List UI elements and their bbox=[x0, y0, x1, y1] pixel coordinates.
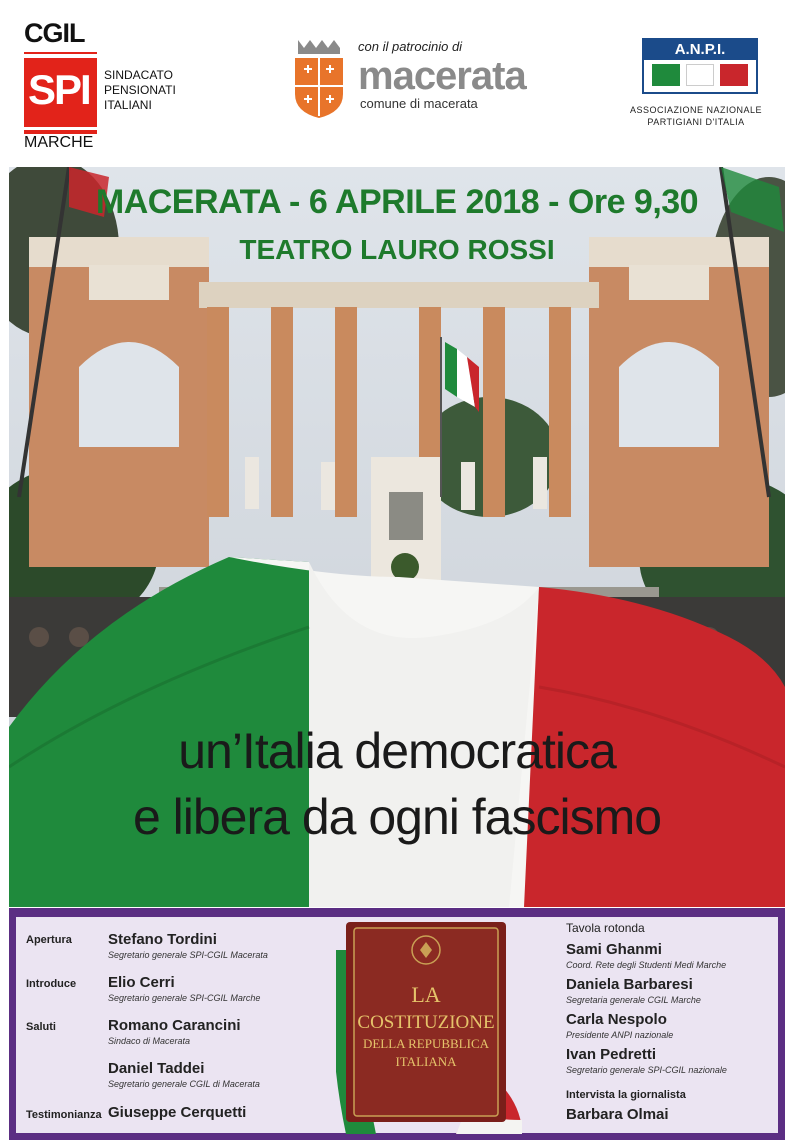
speaker-title: Segretario generale SPI-CGIL Marche bbox=[108, 993, 261, 1003]
headline-line-1: un’Italia democratica bbox=[178, 723, 616, 779]
speaker-name: Stefano Tordini bbox=[108, 931, 217, 948]
headline-line-2: e libera da ogni fascismo bbox=[132, 789, 662, 845]
speaker-name: Daniel Taddei bbox=[108, 1060, 205, 1077]
role-saluti: Saluti bbox=[26, 1021, 56, 1033]
anpi-acronym: A.N.P.I. bbox=[644, 40, 756, 60]
anpi-logo bbox=[616, 38, 776, 134]
speaker-title: Segretario generale CGIL di Macerata bbox=[108, 1079, 260, 1089]
comune-subtitle: comune di macerata bbox=[360, 96, 478, 111]
panelist-name: Ivan Pedretti bbox=[566, 1046, 657, 1063]
panelist-name: Carla Nespolo bbox=[566, 1011, 667, 1028]
panelist-title: Coord. Rete degli Studenti Medi Marche bbox=[566, 960, 727, 970]
speaker-name: Giuseppe Cerquetti bbox=[108, 1104, 247, 1121]
macerata-wordmark: macerata bbox=[358, 54, 526, 98]
round-table-label: Tavola rotonda bbox=[566, 921, 645, 935]
panelist-name: Sami Ghanmi bbox=[566, 941, 662, 958]
anpi-full-name: ASSOCIAZIONE NAZIONALE PARTIGIANI D'ITALIA bbox=[629, 105, 763, 127]
event-date-time: MACERATA - 6 APRILE 2018 - Ore 9,30 bbox=[95, 183, 699, 221]
cgil-wordmark: CGIL bbox=[24, 18, 85, 48]
spi-red-box bbox=[24, 52, 97, 134]
speaker-title: Sindaco di Macerata bbox=[108, 1036, 191, 1046]
spi-full-name: SINDACATO PENSIONATI ITALIANI bbox=[104, 68, 176, 112]
patronage-intro: con il patrocinio di bbox=[358, 39, 463, 54]
speaker-name: Romano Carancini bbox=[108, 1017, 241, 1034]
spi-region: MARCHE bbox=[24, 134, 94, 151]
panelist-title: Segretaria generale CGIL Marche bbox=[566, 995, 701, 1005]
spi-wordmark: SPI bbox=[28, 66, 90, 113]
speaker-title: Segretario generale SPI-CGIL Macerata bbox=[108, 950, 268, 960]
headline bbox=[9, 718, 785, 850]
macerata-crest-icon bbox=[292, 38, 346, 120]
event-venue: TEATRO LAURO ROSSI bbox=[239, 234, 555, 265]
constitution-book-icon bbox=[336, 920, 522, 1134]
anpi-flag-icon bbox=[642, 38, 758, 94]
interviewer-label: Intervista la giornalista bbox=[566, 1089, 686, 1101]
interviewer-name: Barbara Olmai bbox=[566, 1106, 669, 1123]
speaker-name: Elio Cerri bbox=[108, 974, 175, 991]
role-apertura: Apertura bbox=[26, 934, 72, 946]
book-title-italiana: ITALIANA bbox=[395, 1054, 457, 1069]
book-title-la: LA bbox=[411, 982, 441, 1007]
role-introduce: Introduce bbox=[26, 978, 77, 990]
panelist-title: Presidente ANPI nazionale bbox=[566, 1030, 674, 1040]
panelist-title: Segretario generale SPI-CGIL nazionale bbox=[566, 1065, 727, 1075]
panelist-name: Daniela Barbaresi bbox=[566, 976, 693, 993]
book-title-costituzione: COSTITUZIONE bbox=[357, 1012, 495, 1033]
book-title-repubblica: DELLA REPUBBLICA bbox=[362, 1036, 490, 1051]
macerata-patronage-logo bbox=[292, 38, 582, 123]
cgil-spi-logo bbox=[22, 18, 176, 153]
role-testimonianza: Testimonianza bbox=[26, 1109, 102, 1121]
